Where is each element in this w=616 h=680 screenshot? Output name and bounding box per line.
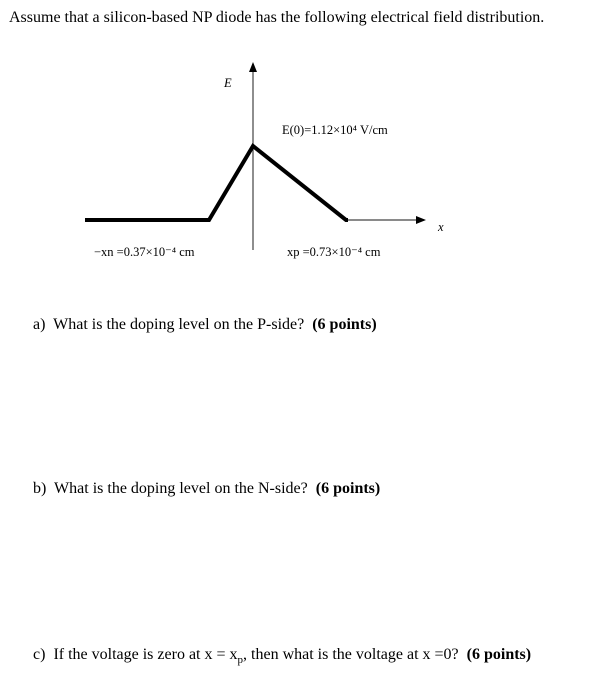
question-b <box>33 480 380 498</box>
question-a-points: (6 points) <box>312 316 377 333</box>
question-a-text: What is the doping level on the P-side? <box>53 316 305 333</box>
question-b-text: What is the doping level on the N-side? <box>54 480 308 497</box>
question-c <box>33 646 531 666</box>
question-c-subscript: p <box>237 654 244 667</box>
y-axis-label: E <box>224 76 232 90</box>
question-c-label: c) <box>33 646 46 663</box>
question-b-label: b) <box>33 480 47 497</box>
question-a-label: a) <box>33 316 46 333</box>
electric-field-diagram <box>0 0 616 300</box>
depletion-edge-n-label: −xn =0.37×10⁻⁴ cm <box>94 245 195 259</box>
question-c-text-after: , then what is the voltage at x =0? <box>243 646 459 663</box>
depletion-edge-p-label: xp =0.73×10⁻⁴ cm <box>287 245 381 259</box>
field-profile-line <box>85 146 348 220</box>
problem-intro: Assume that a silicon-based NP diode has the following electrical field distribution. <box>9 9 545 26</box>
question-a <box>33 316 377 334</box>
question-b-points: (6 points) <box>315 480 381 497</box>
question-c-text-before: If the voltage is zero at x = x <box>53 646 238 663</box>
x-axis-label: x <box>438 220 444 234</box>
question-c-points: (6 points) <box>466 646 532 663</box>
peak-field-label: E(0)=1.12×10⁴ V/cm <box>282 123 388 137</box>
